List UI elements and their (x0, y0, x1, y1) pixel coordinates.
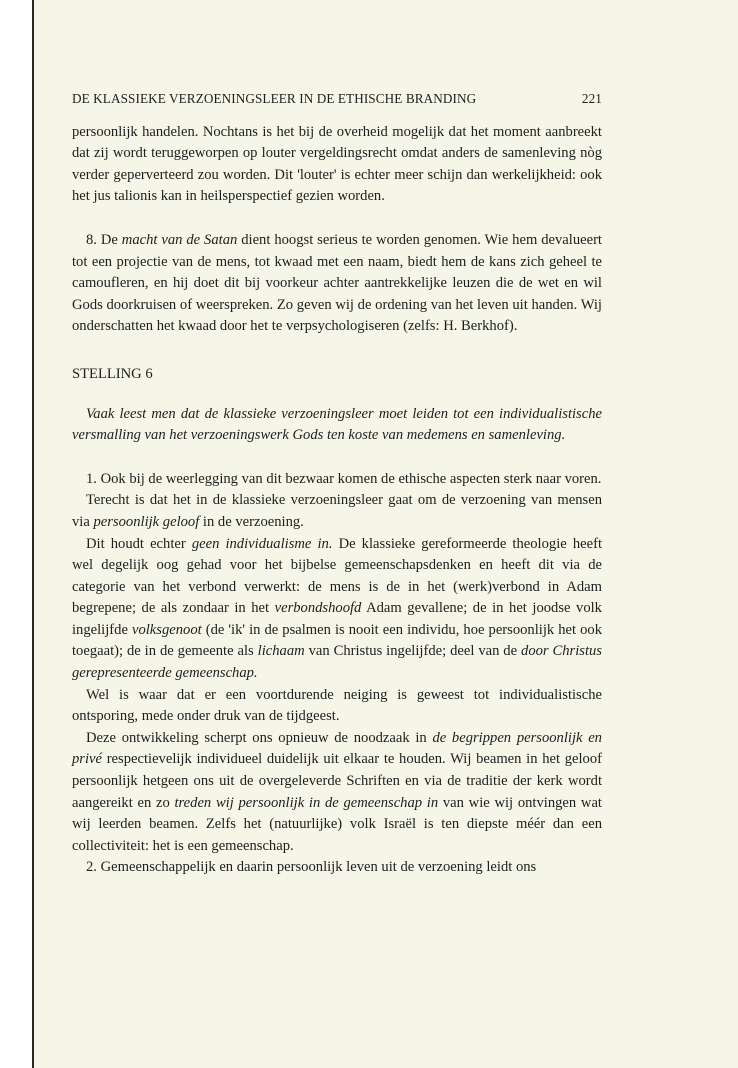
text-run: in de verzoening. (199, 513, 304, 530)
emphasis: door Christus gerepresenteerde gemeenschap. (72, 643, 602, 682)
paragraph-point-2: 2. Gemeenschappelijk en daarin persoonlijk leven uit de verzoening leidt ons (86, 859, 537, 876)
text-run: (de 'ik' in de psalmen is nooit een individu, hoe persoonlijk het ook toegaat); de in de gemeente als (72, 621, 602, 660)
paragraph-point-8 (72, 230, 602, 338)
text-run: dient hoogst serieus te worden genomen. Wie hem devalueert tot een projectie van de mens, tot kwaad met een naam, biedt hem de kans zich geheel te camoufleren, en hij doet dit bij voorkeur achter aantrekkelijke leuzen die de wet en wil Gods doorkruisen of weerspreken. Zo geven wij de ordening van het leven uit handen. Wij onderschatten het kwaad door het te verpsychologiseren (zelfs: H. Berkhof). (72, 231, 602, 335)
text-run: 8. De (86, 231, 122, 248)
text-run: Deze ontwikkeling scherpt ons opnieuw de noodzaak in (86, 729, 433, 746)
thesis-statement: Vaak leest men dat de klassieke verzoeningsleer moet leiden tot een individualistische versmalling van het verzoeningswerk Gods ten koste van medemens en samenleving. (72, 405, 602, 444)
emphasis: treden wij persoonlijk in de gemeenschap in (174, 794, 439, 811)
running-title: DE KLASSIEKE VERZOENINGSLEER IN DE ETHISCHE BRANDING (72, 91, 477, 106)
paragraph-continuation: persoonlijk handelen. Nochtans is het bij de overheid mogelijk dat het moment aanbreekt dat zij wordt teruggeworpen op louter vergeldingsrecht omdat anders de samenleving nòg verder geperverteerd zou worden. Dit 'louter' is echter meer schijn dan werkelijkheid: ook het jus talionis kan in heilsperspectief gezien worden. (72, 123, 602, 205)
scan-margin (0, 0, 34, 1068)
text-run: van wie wij ontvingen wat wij leerden beamen. Zelfs het (natuurlijke) volk Israël is ten diepste méér dan een collectiviteit: het is een gemeenschap. (72, 794, 602, 854)
section-heading: STELLING 6 (72, 365, 153, 382)
text-run: respectievelijk individueel duidelijk uit elkaar te houden. Wij beamen in het geloof persoonlijk hetgeen ons uit de overgeleverde Schriften en via de traditie der kerk wordt aangereikt en zo (72, 751, 602, 811)
paragraph: Wel is waar dat er een voortdurende neiging is geweest tot individualistische ontsporing, mede onder druk van de tijdgeest. (72, 686, 602, 725)
paragraph (72, 728, 602, 858)
paragraph (72, 490, 602, 533)
text-run: Terecht is dat het in de klassieke verzoeningsleer gaat om de verzoening van mensen via (72, 492, 602, 530)
emphasis: macht van de Satan (121, 231, 238, 248)
text-run: van Christus ingelijfde; deel van de (304, 643, 522, 660)
page-content (72, 88, 602, 879)
emphasis: verbondshoofd (274, 600, 362, 617)
emphasis: persoonlijk geloof (93, 513, 200, 530)
text-run: De klassieke gereformeerde theologie heeft wel degelijk oog gehad voor het bijbelse gemeenschapsdenken en heeft dit via de categorie van het verbond verwerkt: de mens is de in het (werk)verbond in Adam begrepene; de als zondaar in het (72, 535, 602, 617)
emphasis: de begrippen persoonlijk en privé (72, 729, 602, 768)
emphasis: lichaam (257, 643, 305, 660)
text-run: Dit houdt echter (86, 535, 192, 552)
emphasis: geen individualisme in. (191, 535, 333, 552)
emphasis: volksgenoot (131, 621, 202, 638)
paragraph-point-1: 1. Ook bij de weerlegging van dit bezwaar komen de ethische aspecten sterk naar voren. (86, 470, 602, 487)
text-run: Adam gevallene; de in het joodse volk ingelijfde (72, 600, 602, 638)
paragraph (72, 534, 602, 685)
running-header (72, 88, 602, 110)
page-number: 221 (581, 91, 602, 106)
